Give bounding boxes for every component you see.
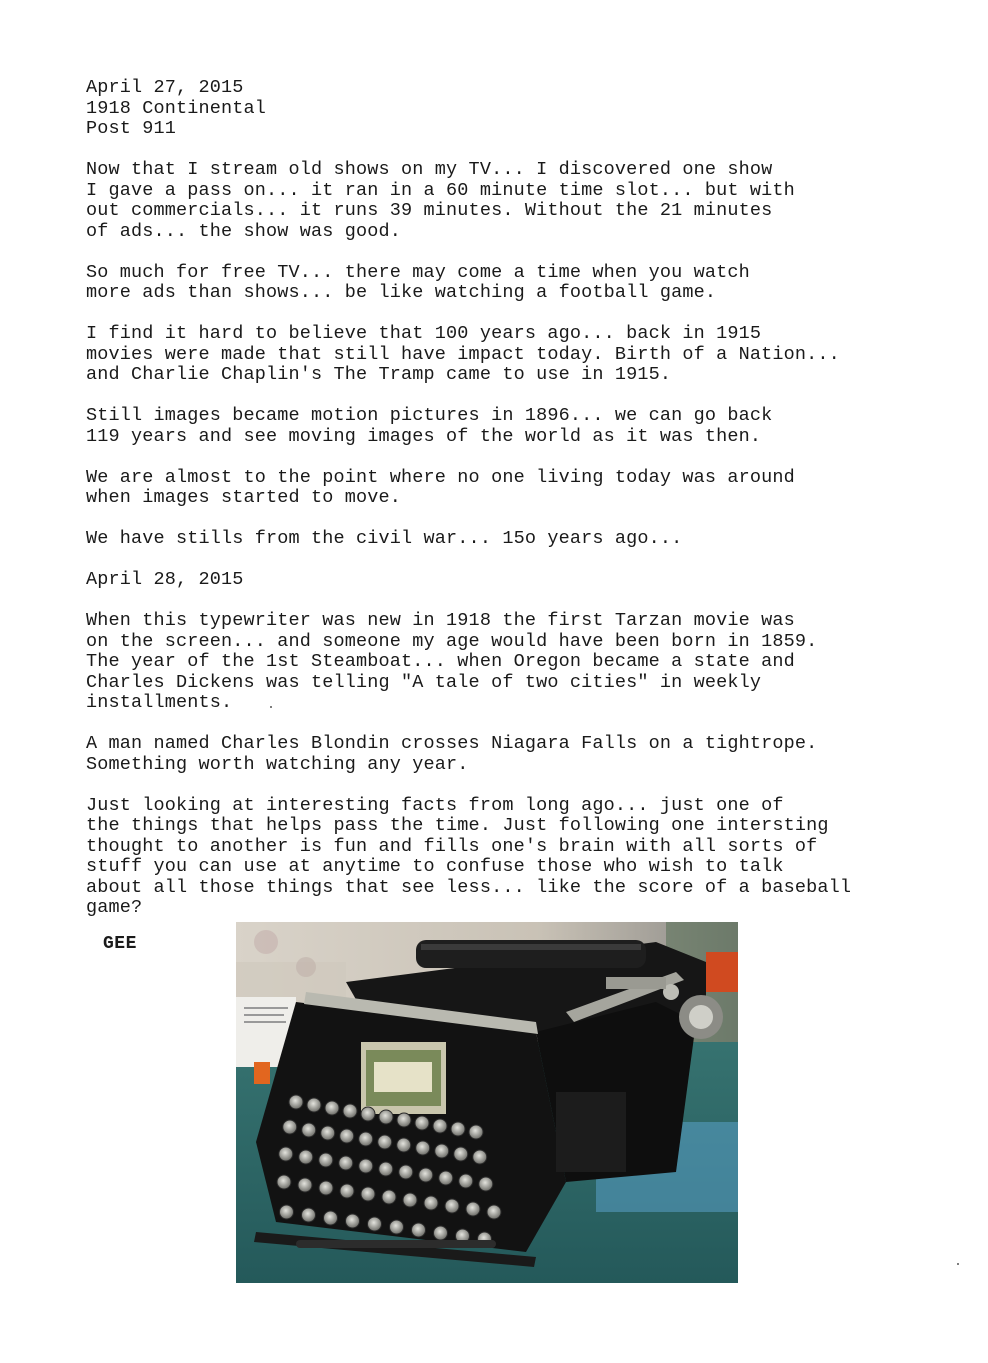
typewriter-key <box>454 1147 468 1161</box>
typewriter-key <box>346 1214 360 1228</box>
space-bar <box>296 1240 496 1248</box>
typewriter-key <box>466 1202 480 1216</box>
typewriter-key <box>340 1129 354 1143</box>
typewriter-key <box>379 1110 393 1124</box>
typewriter-key <box>277 1175 291 1189</box>
typewriter-key <box>298 1178 312 1192</box>
typewriter-key <box>415 1116 429 1130</box>
paragraph-streaming: Now that I stream old shows on my TV... I discovered one show I gave a pass on... it ran in a 60 minute time slot... but with out commercials... it runs 39 minutes. Without the 21 minutes of ads... the show was good. <box>86 159 795 242</box>
typewriter-key <box>473 1150 487 1164</box>
typewriter-key <box>487 1205 501 1219</box>
typewriter-key <box>319 1153 333 1167</box>
paragraph-motion-pictures: Still images became motion pictures in 1896... we can go back 119 years and see moving images of the world as it was then. <box>86 405 773 447</box>
paragraph-typewriter-1918: When this typewriter was new in 1918 the first Tarzan movie was on the screen... and someone my age would have been born in 1859. The year of the 1st Steamboat... when Oregon became a state and Charles Dickens was telling "A tale of two cities" in weekly installments. <box>86 610 818 713</box>
typewriter-key <box>359 1159 373 1173</box>
typewriter-key <box>343 1104 357 1118</box>
typewriter-key <box>399 1165 413 1179</box>
typewriter-key <box>416 1141 430 1155</box>
typewriter-key <box>379 1162 393 1176</box>
paragraph-blondin: A man named Charles Blondin crosses Niagara Falls on a tightrope. Something worth watching any year. <box>86 733 818 775</box>
typewriter-key <box>459 1174 473 1188</box>
typewriter-key <box>469 1125 483 1139</box>
typewriter-key <box>419 1168 433 1182</box>
typewriter-key <box>479 1177 493 1191</box>
typewriter-key <box>359 1132 373 1146</box>
letter-header: April 27, 2015 1918 Continental Post 911 <box>86 77 267 139</box>
typewriter-key <box>424 1196 438 1210</box>
typewriter-photo <box>236 922 738 1283</box>
typewriter-key <box>412 1223 426 1237</box>
paragraph-interesting-facts: Just looking at interesting facts from long ago... just one of the things that helps pass the time. Just following one intersting thought to another is fun and fills one's brain with all sorts of stuff you can use at anytime to confuse those who wish to talk about all those things that see less... like the score of a baseball game? <box>86 794 852 918</box>
typewriter-key <box>302 1208 316 1222</box>
signature: GEE <box>103 934 137 954</box>
typewriter-key <box>451 1122 465 1136</box>
typewriter-key <box>361 1107 375 1121</box>
paragraph-1915-movies: I find it hard to believe that 100 years ago... back in 1915 movies were made that still have impact today. Birth of a Nation... and Charlie Chaplin's The Tramp came to use in 1915. <box>86 323 840 385</box>
typewriter-key <box>324 1211 338 1225</box>
typewriter-key <box>382 1190 396 1204</box>
typewriter-key <box>378 1135 392 1149</box>
typewriter-key <box>390 1220 404 1234</box>
paragraph-civil-war: We have stills from the civil war... 15o years ago... <box>86 528 683 549</box>
typewriter-key <box>403 1193 417 1207</box>
stray-ink-dot <box>957 1263 959 1265</box>
typewriter-key <box>397 1138 411 1152</box>
typewriter-key <box>439 1171 453 1185</box>
typewriter-key <box>340 1184 354 1198</box>
stray-ink-dot <box>270 706 272 708</box>
typewriter-key <box>445 1199 459 1213</box>
letter-body <box>86 78 946 939</box>
typewriter-key <box>325 1101 339 1115</box>
typewriter-key <box>434 1226 448 1240</box>
typewriter-key <box>302 1123 316 1137</box>
letter-date-2: April 28, 2015 <box>86 569 244 590</box>
typewriter-key <box>433 1119 447 1133</box>
typewriter-key <box>339 1156 353 1170</box>
typewriter-key <box>307 1098 321 1112</box>
typewriter-key <box>299 1150 313 1164</box>
typewriter-key <box>397 1113 411 1127</box>
paragraph-images-move: We are almost to the point where no one living today was around when images started to move. <box>86 466 795 508</box>
typewriter-key <box>280 1205 294 1219</box>
typewriter-key <box>319 1181 333 1195</box>
typewriter-key <box>279 1147 293 1161</box>
paragraph-free-tv: So much for free TV... there may come a time when you watch more ads than shows... be like watching a football game. <box>86 261 750 303</box>
typewriter-key <box>435 1144 449 1158</box>
typewriter-key <box>368 1217 382 1231</box>
typewriter-key <box>283 1120 297 1134</box>
typewriter-key <box>289 1095 303 1109</box>
typewriter-image <box>236 922 738 1283</box>
typewriter-key <box>361 1187 375 1201</box>
typewriter-key <box>321 1126 335 1140</box>
